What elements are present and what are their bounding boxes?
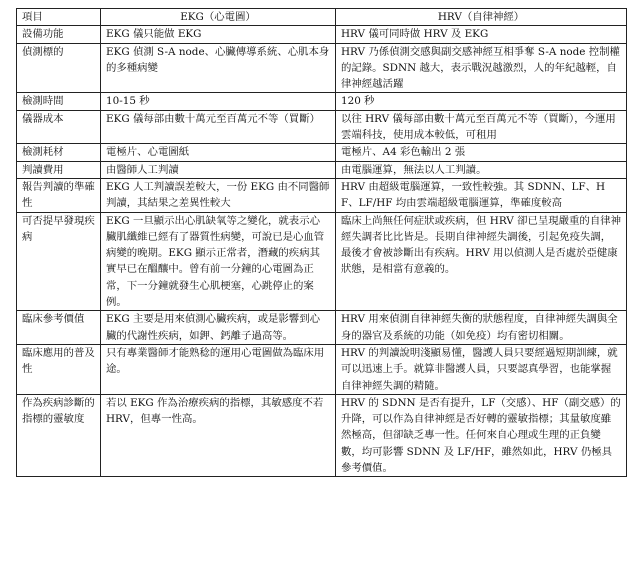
hrv-cell: HRV 的判讀說明淺顯易懂，醫護人員只要經過短期訓練，就可以迅速上手。就算非醫護人員，只要認真學習，也能掌握自律神經失調的精隨。 bbox=[336, 344, 627, 394]
hrv-cell: HRV 的 SDNN 是否有提升，LF（交感）、HF（副交感）的升降，可以作為自律神經是否好轉的靈敏指標；其量敏度雖然極高，但卻缺乏專一性。任何來自心理或生理的正負變數，均可影響 SDNN 及 LF/HF，雖然如此，HRV 仍極具參考價值。 bbox=[336, 394, 627, 476]
ekg-cell: 只有專業醫師才能熟稔的運用心電圖做為臨床用途。 bbox=[101, 344, 336, 394]
hrv-cell: 由電腦運算，無法以人工判讀。 bbox=[336, 161, 627, 178]
hrv-cell: 以往 HRV 儀每部由數十萬元至百萬元不等（買斷），今運用雲端科技，使用成本較低，可租用 bbox=[336, 110, 627, 144]
ekg-cell: 若以 EKG 作為治療疾病的指標，其敏感度不若 HRV，但專一性高。 bbox=[101, 394, 336, 476]
table-row-report-accuracy bbox=[17, 178, 627, 212]
table-row-device-function bbox=[17, 26, 627, 43]
header-hrv: HRV（自律神經） bbox=[336, 9, 627, 26]
ekg-cell: EKG 偵測 S-A node、心臟傳導系統、心肌本身的多種病變 bbox=[101, 43, 336, 93]
table-row-test-duration bbox=[17, 93, 627, 110]
row-label: 判讀費用 bbox=[17, 161, 101, 178]
row-label: 臨床參考價值 bbox=[17, 311, 101, 345]
row-label: 作為疾病診斷的指標的靈敏度 bbox=[17, 394, 101, 476]
hrv-cell: 電極片、A4 彩色輸出 2 張 bbox=[336, 144, 627, 161]
row-label: 可否提早發現疾病 bbox=[17, 212, 101, 311]
table-row-detection-target bbox=[17, 43, 627, 93]
table-header-row bbox=[17, 9, 627, 26]
ekg-cell: EKG 一旦顯示出心肌缺氧等之變化，就表示心臟肌纖維已經有了器質性病變，可說已是心血管病變的晚期。EKG 顯示正常者，潛藏的疾病其實早已在醞釀中。曾有前一分鐘的心電圖為正常，下一分鐘就發生心肌梗塞，心跳停止的案例。 bbox=[101, 212, 336, 311]
table-row-equipment-cost bbox=[17, 110, 627, 144]
row-label: 檢測耗材 bbox=[17, 144, 101, 161]
table-row-clinical-adoption bbox=[17, 344, 627, 394]
ekg-cell: EKG 主要是用來偵測心臟疾病，或是影響到心臟的代謝性疾病，如鉀、鈣離子過高等。 bbox=[101, 311, 336, 345]
table-row-diagnostic-sensitivity bbox=[17, 394, 627, 476]
hrv-cell: 120 秒 bbox=[336, 93, 627, 110]
row-label: 檢測時間 bbox=[17, 93, 101, 110]
table-row-early-detection bbox=[17, 212, 627, 311]
hrv-cell: HRV 由超級電腦運算，一致性較強。其 SDNN、LF、HF、LF/HF 均由雲端超級電腦運算，準確度較高 bbox=[336, 178, 627, 212]
table-row-clinical-value bbox=[17, 311, 627, 345]
row-label: 設備功能 bbox=[17, 26, 101, 43]
row-label: 儀器成本 bbox=[17, 110, 101, 144]
table-row-consumables bbox=[17, 144, 627, 161]
ekg-cell: 由醫師人工判讀 bbox=[101, 161, 336, 178]
hrv-cell: 臨床上尚無任何症狀或疾病，但 HRV 卻已呈現嚴重的自律神經失調者比比皆是。長期自律神經失調後，引起免疫失調，最後才會被診斷出有疾病。HRV 用以偵測人是否處於亞健康狀態，是相當有意義的。 bbox=[336, 212, 627, 311]
comparison-table bbox=[16, 8, 627, 477]
hrv-cell: HRV 用來偵測自律神經失衡的狀態程度，自律神經失調與全身的器官及系統的功能（如免疫）均有密切相關。 bbox=[336, 311, 627, 345]
row-label: 臨床應用的普及性 bbox=[17, 344, 101, 394]
hrv-cell: HRV 乃係偵測交感與副交感神經互相爭奪 S-A node 控制權的記錄。SDNN 越大，表示戰況越激烈，人的年紀越輕，自律神經越活躍 bbox=[336, 43, 627, 93]
header-ekg: EKG（心電圖） bbox=[101, 9, 336, 26]
table-row-interpretation-fee bbox=[17, 161, 627, 178]
ekg-cell: 10-15 秒 bbox=[101, 93, 336, 110]
row-label: 報告判讀的準確性 bbox=[17, 178, 101, 212]
ekg-cell: EKG 儀每部由數十萬元至百萬元不等（買斷） bbox=[101, 110, 336, 144]
header-item: 項目 bbox=[17, 9, 101, 26]
ekg-cell: EKG 儀只能做 EKG bbox=[101, 26, 336, 43]
row-label: 偵測標的 bbox=[17, 43, 101, 93]
ekg-cell: EKG 人工判讀誤差較大，一份 EKG 由不同醫師判讀，其結果之差異性較大 bbox=[101, 178, 336, 212]
ekg-cell: 電極片、心電圖紙 bbox=[101, 144, 336, 161]
hrv-cell: HRV 儀可同時做 HRV 及 EKG bbox=[336, 26, 627, 43]
